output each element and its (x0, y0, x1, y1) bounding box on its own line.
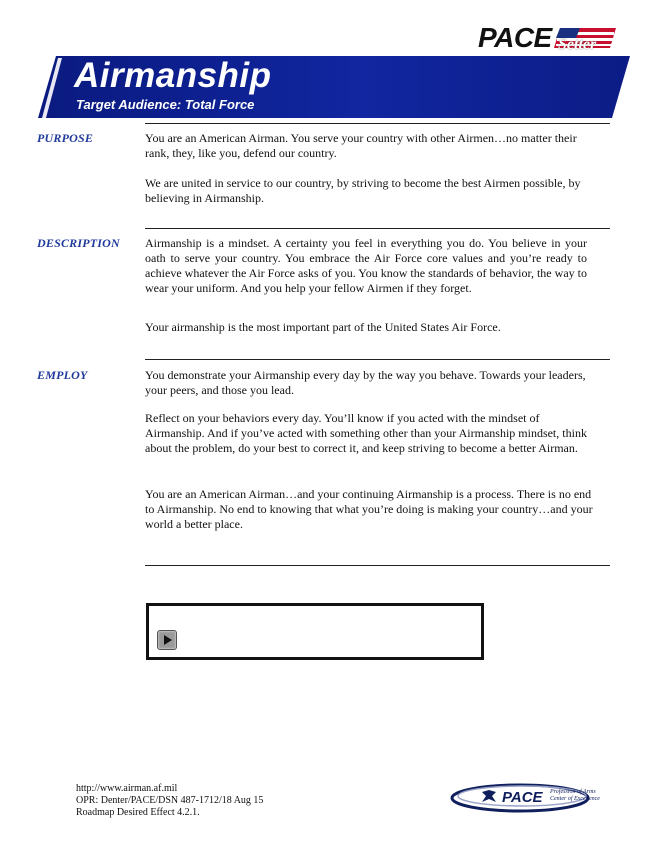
target-audience: Target Audience: Total Force (76, 97, 255, 112)
video-player[interactable] (146, 603, 484, 660)
logo-pace-text: PACE (478, 22, 552, 53)
divider (145, 565, 610, 566)
employ-paragraph: You demonstrate your Airmanship every day by the way you behave. Towards your leaders, your peers, and those you lead. (145, 368, 586, 397)
description-paragraph: Your airmanship is the most important part of the United States Air Force. (145, 320, 501, 334)
divider (145, 123, 610, 124)
logo-setter-text: Setter (558, 36, 597, 53)
footer-roadmap: Roadmap Desired Effect 4.2.1. (76, 807, 200, 818)
logo-pace-text: PACE (502, 789, 543, 806)
section-label-employ: EMPLOY (37, 368, 88, 382)
pace-setter-logo (478, 22, 618, 56)
page-title: Airmanship (74, 56, 272, 95)
footer-url[interactable]: http://www.airman.af.mil (76, 783, 178, 794)
play-icon[interactable] (157, 630, 177, 650)
employ-paragraph: Reflect on your behaviors every day. You’ll know if you acted with the mindset of Airmanship. And if you’ve acted with something other than your Airmanship mindset, think about the problem, do your best to correct it, and keep striving to become a better Airman. (145, 411, 587, 455)
description-paragraph: Airmanship is a mindset. A certainty you feel in everything you do. You believe in your oath to serve your country. You embrace the Air Force core values and you’re ready to achieve whatever the Air Force asks of you. You know the standards of behavior, the way to wear your uniform. And you help your fellow Airmen if they forget. (145, 236, 587, 295)
section-label-purpose: PURPOSE (37, 131, 94, 145)
purpose-paragraph: We are united in service to our country, by striving to become the best Airmen possible, by believing in Airmanship. (145, 176, 581, 205)
divider (145, 228, 610, 229)
employ-paragraph: You are an American Airman…and your continuing Airmanship is a process. There is no end to Airmanship. No end to knowing that what you’re doing is making your country…and your world a better place. (145, 487, 593, 531)
logo-tagline: Profession of Arms Center of Excellence (550, 789, 600, 802)
section-label-description: DESCRIPTION (37, 236, 120, 250)
pace-coe-logo (450, 780, 610, 816)
footer-opr: OPR: Denter/PACE/DSN 487-1712/18 Aug 15 (76, 795, 264, 806)
title-banner (38, 56, 630, 118)
divider (145, 359, 610, 360)
purpose-paragraph: You are an American Airman. You serve your country with other Airmen…no matter their rank, they, like you, defend our country. (145, 131, 577, 160)
